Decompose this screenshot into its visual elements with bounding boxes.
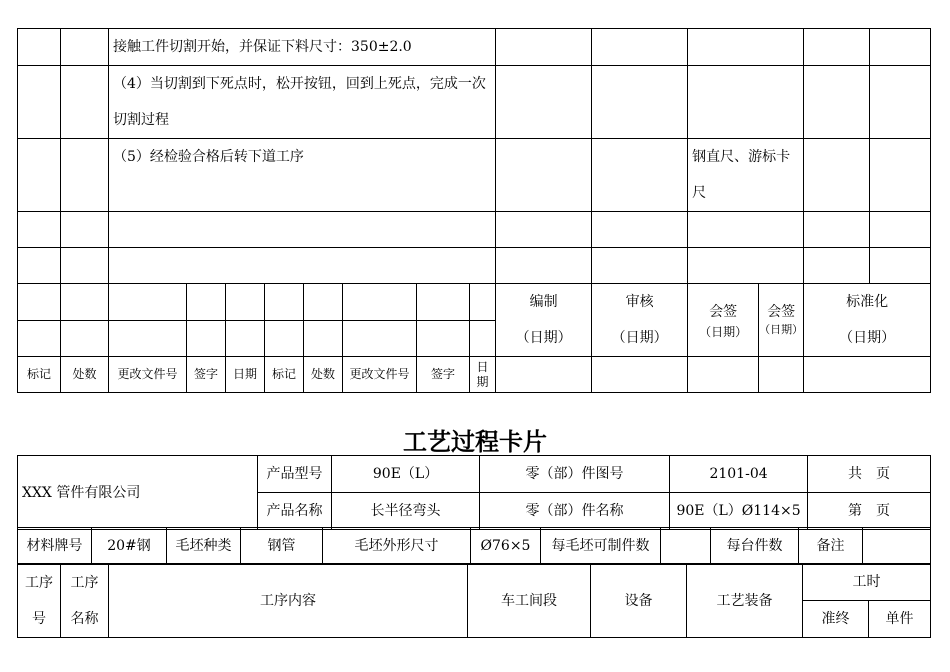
material-value: 20#钢 [92,528,167,565]
per-unit-label: 每台件数 [711,528,799,565]
hours-header: 工时 [803,564,931,601]
page-number: 第 页 [808,493,931,530]
op-name-cell [61,29,109,66]
part-name-label: 零（部）件名称 [480,493,670,530]
blank-size-label: 毛坯外形尺寸 [323,528,471,565]
operation-header [17,563,931,638]
blank-size-value: Ø76×5 [471,528,541,565]
op-content-cell [109,212,496,248]
product-model-label: 产品型号 [258,456,332,493]
countersign2-date-cell: 会签 （日期） [759,284,804,357]
tooling-cell [688,29,804,66]
op-no-cell [18,29,61,66]
footer-change-doc: 更改文件号 [109,357,187,393]
part-drawing-value: 2101-04 [670,456,808,493]
review-date-cell: 审核 （日期） [592,284,688,357]
footer-sign: 签字 [417,357,470,393]
process-card-continuation [17,28,931,393]
remark-value [863,528,931,565]
op-name-header: 工序名称 [61,564,109,638]
op-content-cell: （4）当切割到下死点时，松开按钮，回到上死点，完成一次切割过程 [109,66,496,139]
material-row [17,527,931,565]
footer-date: 日期 [226,357,265,393]
per-blank-value [661,528,711,565]
material-label: 材料牌号 [18,528,92,565]
blank-type-label: 毛坯种类 [167,528,241,565]
footer-sign: 签字 [187,357,226,393]
blank-type-value: 钢管 [241,528,323,565]
footer-date: 日期 [470,357,496,393]
op-no-header: 工序号 [18,564,61,638]
footer-count: 处数 [304,357,343,393]
op-content-cell [109,248,496,284]
process-card-header [17,455,931,530]
tooling-cell: 钢直尺、游标卡尺 [688,139,804,212]
op-content-header: 工序内容 [109,564,468,638]
equipment-header: 设备 [591,564,687,638]
countersign-date-cell: 会签 （日期） [688,284,759,357]
workshop-header: 车工间段 [468,564,591,638]
card-title: 工艺过程卡片 [403,428,547,456]
footer-mark: 标记 [18,357,61,393]
remark-label: 备注 [799,528,863,565]
product-model-value: 90E（L） [332,456,480,493]
op-content-cell: 接触工件切割开始，并保证下料尺寸：350±2.0 [109,29,496,66]
op-content-cell: （5）经检验合格后转下道工序 [109,139,496,212]
product-name-label: 产品名称 [258,493,332,530]
edit-date-cell: 编制 （日期） [496,284,592,357]
workshop-cell [496,29,592,66]
per-blank-label: 每毛坯可制件数 [541,528,661,565]
footer-count: 处数 [61,357,109,393]
prep-hours-header: 准终 [803,601,869,638]
company-name: XXX 管件有限公司 [18,456,258,530]
product-name-value: 长半径弯头 [332,493,480,530]
standardize-date-cell: 标准化 （日期） [804,284,931,357]
unit-hours-cell [870,29,931,66]
part-name-value: 90E（L）Ø114×5 [670,493,808,530]
footer-mark: 标记 [265,357,304,393]
total-pages: 共 页 [808,456,931,493]
equipment-cell [592,29,688,66]
tooling-header: 工艺装备 [687,564,803,638]
unit-hours-header: 单件 [869,601,931,638]
footer-change-doc: 更改文件号 [343,357,417,393]
part-drawing-label: 零（部）件图号 [480,456,670,493]
prep-hours-cell [804,29,870,66]
